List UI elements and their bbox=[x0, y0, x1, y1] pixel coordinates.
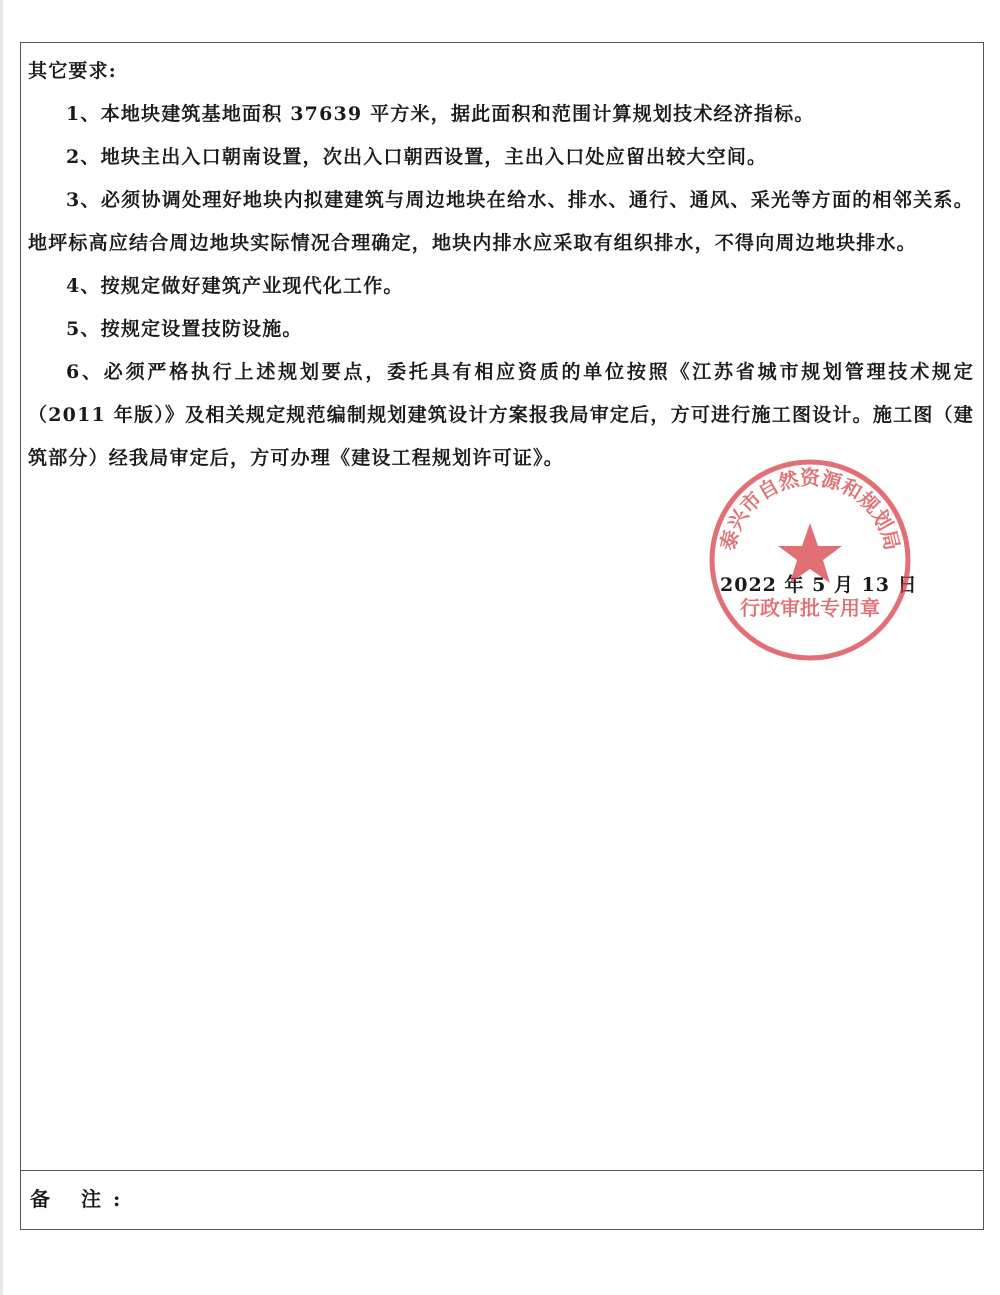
seal-star-icon bbox=[778, 523, 842, 583]
requirement-5: 5、按规定设置技防设施。 bbox=[66, 318, 303, 340]
seal-bottom-text: 行政审批专用章 bbox=[740, 596, 880, 620]
remarks-label: 备 注: bbox=[30, 1187, 133, 1211]
official-seal bbox=[705, 455, 915, 665]
requirement-6: 6、必须严格执行上述规划要点，委托具有相应资质的单位按照《江苏省城市规划管理技术规定（2011 年版）》及相关规定规范编制规划建筑设计方案报我局审定后，方可进行施工图设计。施工图（建筑部分）经我局审定后，方可办理《建设工程规划许可证》。 bbox=[28, 361, 974, 469]
seal-top-text: 泰兴市自然资源和规划局 bbox=[715, 465, 905, 553]
requirement-2: 2、地块主出入口朝南设置，次出入口朝西设置，主出入口处应留出较大空间。 bbox=[66, 146, 768, 168]
requirements-section bbox=[28, 50, 974, 480]
issue-date: 2022 年 5 月 13 日 bbox=[720, 574, 918, 596]
requirement-4: 4、按规定做好建筑产业现代化工作。 bbox=[66, 275, 404, 297]
requirement-3: 3、必须协调处理好地块内拟建建筑与周边地块在给水、排水、通行、通风、采光等方面的相邻关系。地坪标高应结合周边地块实际情况合理确定，地块内排水应采取有组织排水，不得向周边地块排水。 bbox=[28, 189, 974, 254]
remarks-divider bbox=[20, 1170, 984, 1171]
section-heading: 其它要求: bbox=[28, 60, 118, 82]
requirement-1: 1、本地块建筑基地面积 37639 平方米，据此面积和范围计算规划技术经济指标。 bbox=[66, 103, 815, 125]
binding-edge bbox=[0, 0, 3, 1295]
